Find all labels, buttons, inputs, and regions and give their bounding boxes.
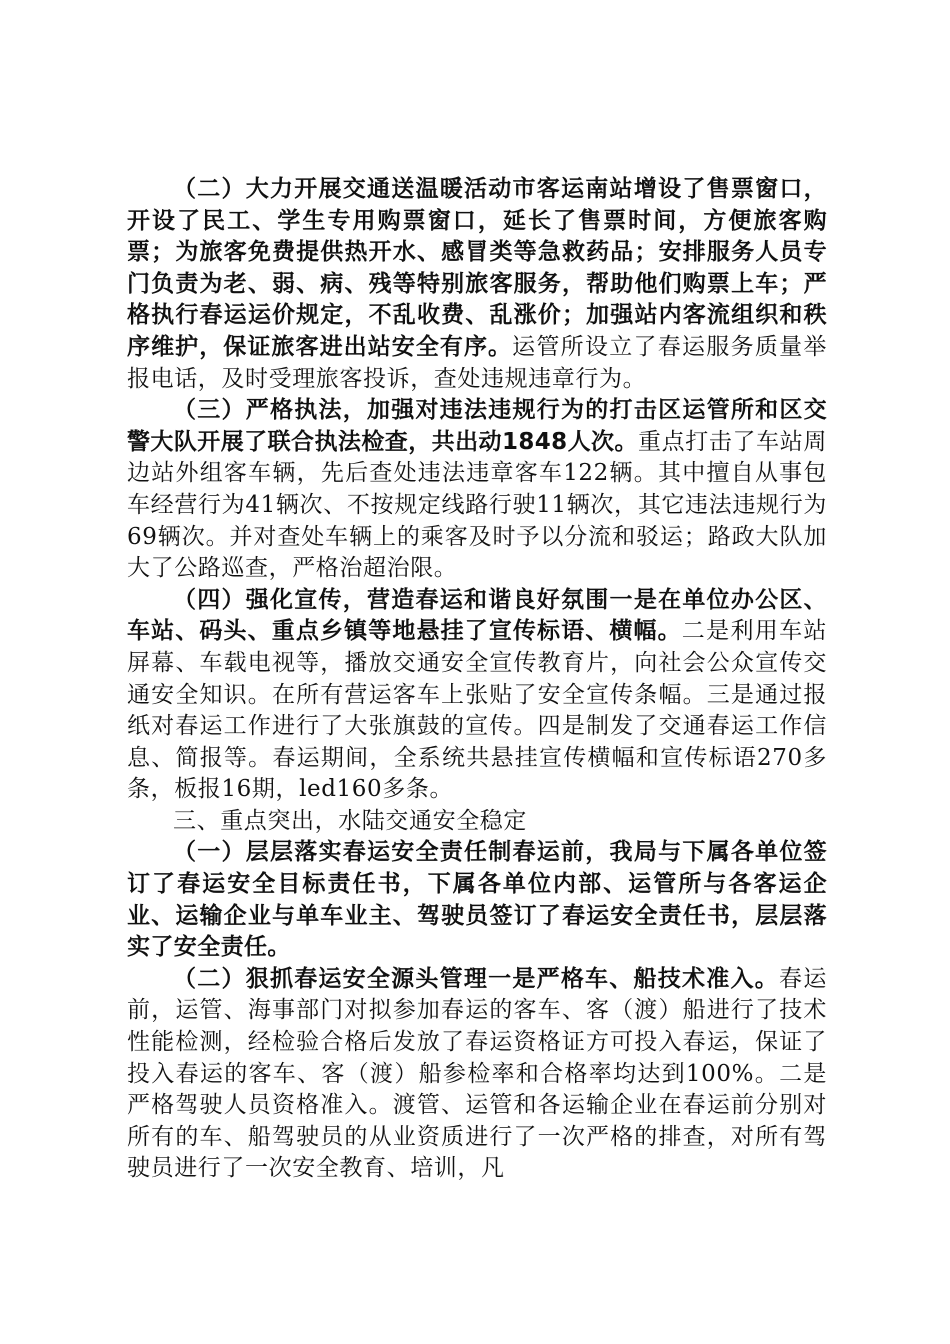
paragraph-passenger-service: [127, 174, 827, 395]
paragraph-source-management: [127, 964, 827, 1185]
paragraph-lead-text: （一）层层落实春运安全责任制春运前，我局与下属各单位签订了春运安全目标责任书，下属各单位内部、运管所与各客运企业、运输企业与单车业主、驾驶员签订了春运安全责任书，层层落实了安全责任。: [127, 839, 827, 961]
paragraph-publicity: [127, 585, 827, 806]
section-heading-text: 三、重点突出，水陆交通安全稳定: [173, 807, 527, 834]
paragraph-lead-text: （三）严格执法，加强对违法违规行为的打击区运管所和区交警大队开展了联合执法检查，共出动1848人次。: [127, 397, 827, 455]
paragraph-lead-text: （四）强化宣传，营造春运和谐良好氛围一是在单位办公区、车站、码头、重点乡镇等地悬挂了宣传标语、横幅。: [127, 586, 827, 645]
section-heading: [127, 806, 827, 838]
paragraph-lead-text: （二）狠抓春运安全源头管理一是严格车、船技术准入。: [173, 965, 779, 992]
paragraph-law-enforcement: [127, 395, 827, 585]
paragraph-lead-text: （二）大力开展交通送温暖活动市客运南站增设了售票窗口，开设了民工、学生专用购票窗口，延长了售票时间，方便旅客购票；为旅客免费提供热开水、感冒类等急救药品；安排服务人员专门负责为老、弱、病、残等特别旅客服务，帮助他们购票上车；严格执行春运运价规定，不乱收费、乱涨价；加强站内客流组织和秩序维护，保证旅客进出站安全有序。: [127, 176, 827, 360]
paragraph-body-text: 春运前，运管、海事部门对拟参加春运的客车、客（渡）船进行了技术性能检测，经检验合格后发放了春运资格证方可投入春运，保证了投入春运的客车、客（渡）船参检率和合格率均达到100%。二是严格驾驶人员资格准入。渡管、运管和各运输企业在春运前分别对所有的车、船驾驶员的从业资质进行了一次严格的排查，对所有驾驶员进行了一次安全教育、培训，凡: [127, 965, 828, 1182]
paragraph-body-text: 运管所设立了春运服务质量举报电话，及时受理旅客投诉，查处违规违章行为。: [127, 333, 827, 392]
paragraph-body-text: 二是利用车站屏幕、车载电视等，播放交通安全宣传教育片，向社会公众宣传交通安全知识。在所有营运客车上张贴了安全宣传条幅。三是通过报纸对春运工作进行了大张旗鼓的宣传。四是制发了交通春运工作信息、简报等。春运期间，全系统共悬挂宣传横幅和宣传标语270多条，板报16期，led160多条。: [127, 618, 828, 803]
document-body: [127, 174, 827, 1185]
paragraph-safety-responsibility: [127, 837, 827, 963]
paragraph-body-text: 重点打击了车站周边站外组客车辆，先后查处违法违章客车122辆。其中擅自从事包车经营行为41辆次、不按规定线路行驶11辆次，其它违法违规行为69辆次。并对查处车辆上的乘客及时予以分流和驳运；路政大队加大了公路巡查，严格治超治限。: [127, 428, 827, 582]
